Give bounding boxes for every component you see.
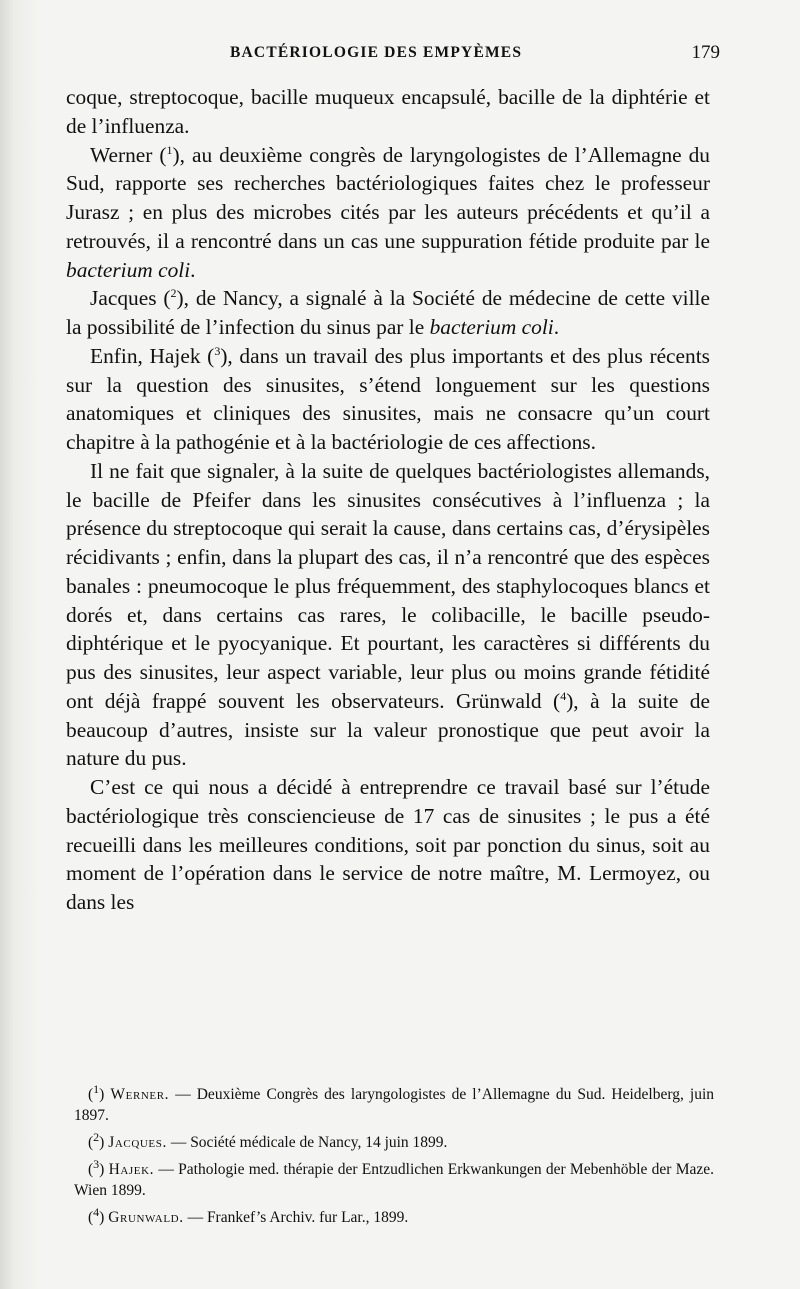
paragraph-text: .: [190, 257, 196, 282]
footnotes: [74, 1081, 715, 1234]
paragraph-text: C’est ce qui nous a décidé à entreprendre ce travail basé sur l’étude bactériologique très consciencieuse de 17 cas de sinusites ; le pus a été recueilli dans les meilleures conditions, soit par ponction du sinus, soit au moment de l’opération dans le service de notre maître, M. Lermoyez, ou dans les: [66, 775, 710, 914]
page-header: [60, 40, 720, 74]
paragraph-text: Il ne fait que signaler, à la suite de quelques bactériologistes allemands, le bacille de Pfeifer dans les sinusites consécutives à l’influenza ; la présence du streptocoque qui serait la cause, dans certains cas, d’érysipèles récidivants ; enfin, dans la plupart des cas, il n’a rencontré que des espèces banales : pneumocoque le plus fréquemment, des staphylocoques blancs et dorés et, dans certains cas rares, le colibacille, le bacille pseudo-diphtérique et le pyocyanique. Et pourtant, les caractères si différents du pus des sinusites, leur aspect variable, leur plus ou moins grande fétidité ont déjà frappé souvent les observateurs. Grünwald (: [66, 458, 710, 713]
footnote-author: Jacques.: [108, 1134, 167, 1151]
paragraph-2: [66, 141, 710, 285]
footnote-ref: 1: [166, 142, 173, 157]
footnote-4: ($^4$) Grunwald. — Frankef’s Archiv. fur Lar., 1899.: [88, 1204, 409, 1226]
footnote-marker: 1: [93, 1081, 100, 1096]
footnote-ref: 4: [560, 688, 567, 703]
paragraph-text: coque, streptocoque, bacille muqueux encapsulé, bacille de la diphtérie et de l’influenza.: [66, 85, 710, 138]
italic-term: bacterium coli: [429, 315, 554, 339]
paragraph-text: ), dans un travail des plus importants et des plus récents sur la question des sinusites, s’étend longuement sur les questions anatomiques et cliniques des sinusites, mais ne consacre qu’un court chapitre à la pathogénie et à la bactériologie de ces affections.: [66, 343, 711, 454]
paragraph-3: [66, 284, 710, 342]
paragraph-5: [66, 457, 710, 773]
page-number: 179: [691, 42, 720, 63]
footnote-ref: 2: [170, 286, 177, 301]
paragraph-6: [66, 773, 710, 917]
footnote-3: ($^3$) Hajek. — Pathologie med. thérapie der Entzudlichen Erkwankungen der Mebenhöble der Maze. Wien 1899.: [74, 1156, 714, 1199]
body-text: [66, 83, 710, 917]
footnote-2: ($^2$) Jacques. — Société médicale de Nancy, 14 juin 1899.: [88, 1129, 448, 1151]
paragraph-text: Werner (: [90, 142, 167, 167]
running-head: BACTÉRIOLOGIE DES EMPYÈMES: [230, 44, 523, 61]
footnote-text: — Frankef’s Archiv. fur Lar., 1899.: [183, 1209, 409, 1226]
footnote-text: — Deuxième Congrès des laryngologistes de l’Allemagne du Sud. Heidelberg, juin 1897.: [74, 1086, 715, 1124]
paragraph-text: Jacques (: [90, 286, 171, 311]
paragraph-text: Enfin, Hajek (: [90, 343, 215, 368]
paragraph-text: .: [553, 315, 560, 339]
footnote-author: Hajek.: [108, 1161, 155, 1178]
italic-term: bacterium coli: [66, 257, 191, 282]
footnote-ref: 3: [214, 343, 221, 358]
footnote-marker: 3: [93, 1156, 100, 1171]
paragraph-text: ), à la suite de beaucoup d’autres, insiste sur la valeur pronostique que peut avoir la nature du pus.: [66, 688, 710, 771]
footnote-marker: 2: [93, 1129, 100, 1144]
footnote-marker: 4: [93, 1204, 100, 1219]
paragraph-text: ), de Nancy, a signalé à la Société de médecine de cette ville la possibilité de l’infection du sinus par le: [66, 286, 710, 339]
paragraph-1: [66, 83, 710, 141]
paragraph-4: [66, 342, 710, 457]
footnote-1: ($^1$) Werner. — Deuxième Congrès des laryngologistes de l’Allemagne du Sud. Heidelberg, juin 1897.: [74, 1081, 715, 1124]
footnote-text: — Société médicale de Nancy, 14 juin 1899.: [166, 1134, 448, 1151]
footnote-text: — Pathologie med. thérapie der Entzudlichen Erkwankungen der Mebenhöble der Maze. Wien 1899.: [74, 1161, 714, 1199]
footnote-author: Grunwald.: [108, 1209, 184, 1226]
footnote-author: Werner.: [110, 1086, 170, 1103]
paragraph-text: ), au deuxième congrès de laryngologistes de l’Allemagne du Sud, rapporte ses recherches bactériologiques faites chez le professeur Jurasz ; en plus des microbes cités par les auteurs précédents et qu’il a retrouvés, il a rencontré dans un cas une suppuration fétide produite par le: [66, 142, 711, 253]
